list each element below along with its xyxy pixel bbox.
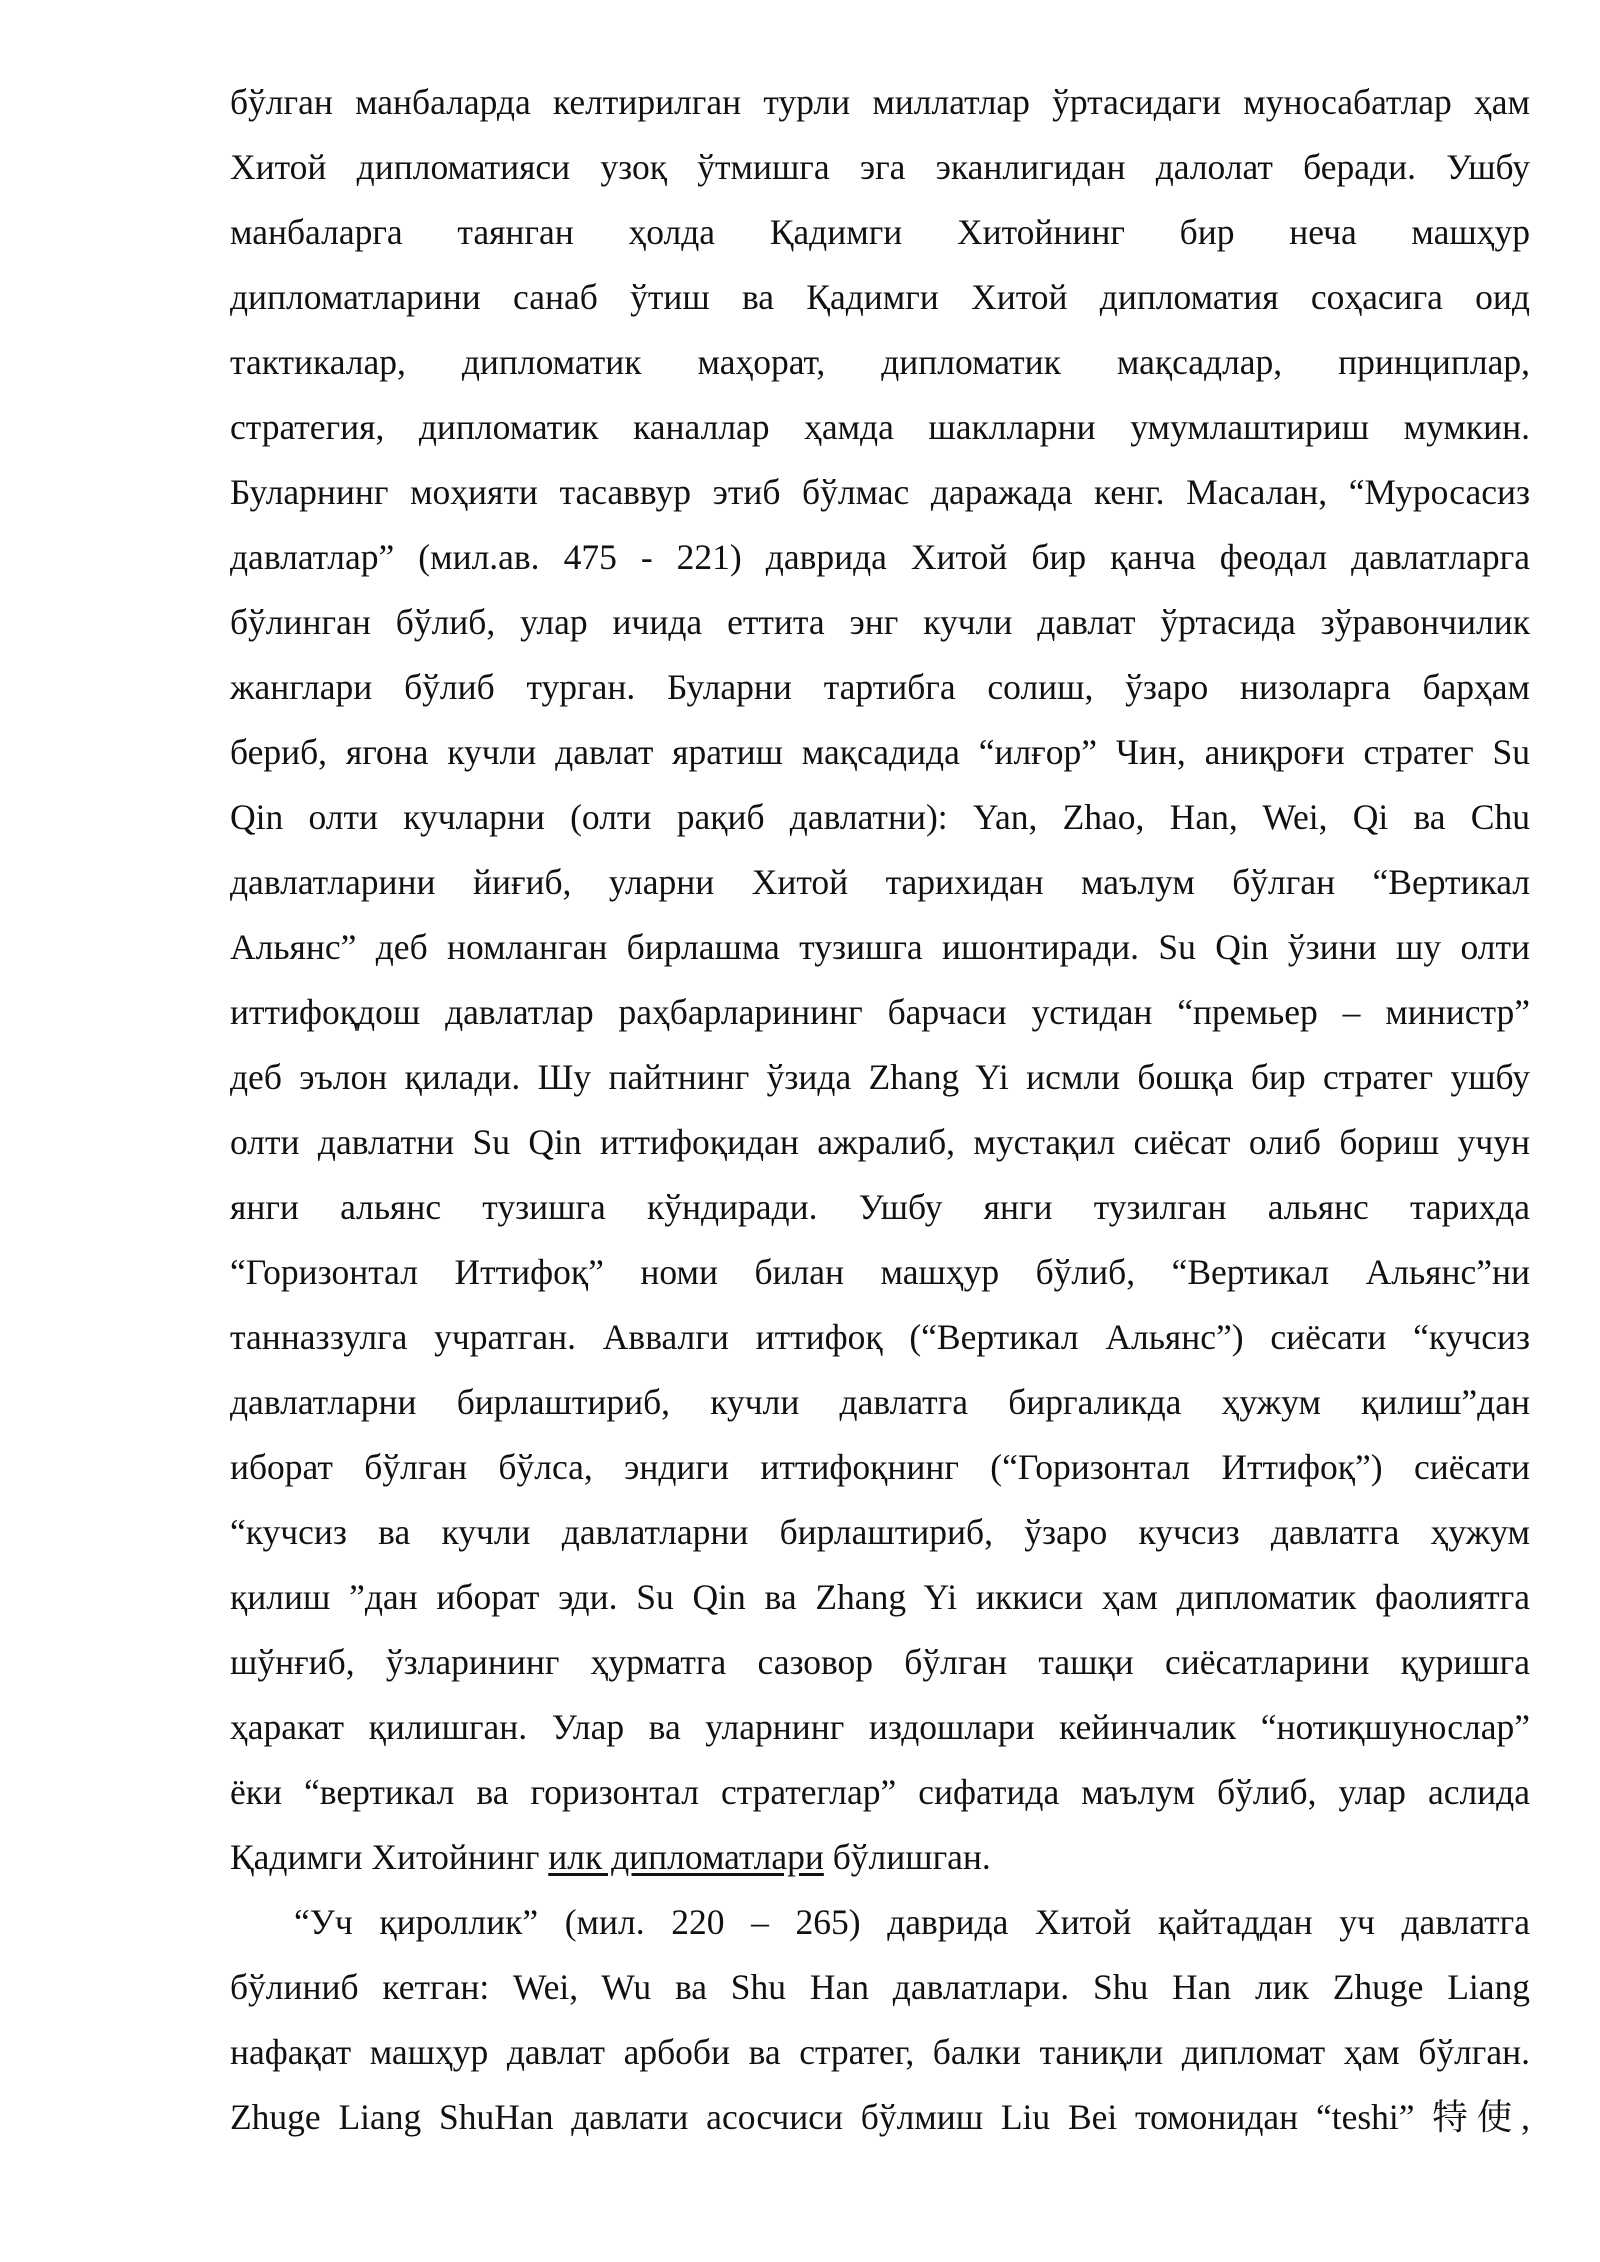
text-line: манбаларга таянган ҳолда Қадимги Хитойнинг бир неча машҳур (230, 212, 1530, 252)
text-line: тактикалар, дипломатик маҳорат, дипломатик мақсадлар, принциплар, (230, 342, 1530, 382)
text-line: давлатларини йиғиб, уларни Хитой тарихидан маълум бўлган “Вертикал (230, 862, 1530, 902)
text-line: янги альянс тузишга кўндиради. Ушбу янги тузилган альянс тарихда (230, 1187, 1530, 1227)
text-line: давлатлар” (мил.ав. 475 - 221) даврида Хитой бир қанча феодал давлатларга (230, 537, 1530, 577)
text-line: деб эълон қилади. Шу пайтнинг ўзида Zhang Yi исмли бошқа бир стратег ушбу (230, 1057, 1530, 1097)
text-line: танназзулга учратган. Аввалги иттифоқ (“Вертикал Альянс”) сиёсати “кучсиз (230, 1317, 1530, 1357)
text-line: бериб, ягона кучли давлат яратиш мақсадида “илғор” Чин, аниқроғи стратег Su (230, 732, 1530, 772)
text-line: жанглари бўлиб турган. Буларни тартибга солиш, ўзаро низоларга барҳам (230, 667, 1530, 707)
text-line: Zhuge Liang ShuHan давлати асосчиси бўлмиш Liu Bei томонидан “teshi” 特使, (230, 2097, 1530, 2137)
text-line: “кучсиз ва кучли давлатларни бирлаштириб, ўзаро кучсиз давлатга ҳужум (230, 1512, 1530, 1552)
text-line: нафақат машҳур давлат арбоби ва стратег, балки таниқли дипломат ҳам бўлган. (230, 2032, 1530, 2072)
text-line: Qin олти кучларни (олти рақиб давлатни): Yan, Zhao, Han, Wei, Qi ва Chu (230, 797, 1530, 837)
text-line: бўлган манбаларда келтирилган турли миллатлар ўртасидаги муносабатлар ҳам (230, 82, 1530, 122)
paragraph-2 (230, 1890, 1530, 2150)
text-line: ҳаракат қилишган. Улар ва уларнинг издошлари кейинчалик “нотиқшунослар” (230, 1707, 1530, 1747)
text-line: бўлинган бўлиб, улар ичида еттита энг кучли давлат ўртасида зўравончилик (230, 602, 1530, 642)
text-line: “Горизонтал Иттифоқ” номи билан машҳур бўлиб, “Вертикал Альянс”ни (230, 1252, 1530, 1292)
text-line: қилиш ”дан иборат эди. Su Qin ва Zhang Yi иккиси ҳам дипломатик фаолиятга (230, 1577, 1530, 1617)
text-segment: Қадимги Хитойнинг (230, 1837, 549, 1877)
paragraph-1 (230, 70, 1530, 1890)
text-line-final (230, 1825, 1530, 1890)
text-line: бўлиниб кетган: Wei, Wu ва Shu Han давлатлари. Shu Han лик Zhuge Liang (230, 1967, 1530, 2007)
text-line: иттифоқдош давлатлар раҳбарларининг барчаси устидан “премьер – министр” (230, 992, 1530, 1032)
underlined-phrase: илк дипломатлари (548, 1837, 824, 1877)
text-line: дипломатларини санаб ўтиш ва Қадимги Хитой дипломатия соҳасига оид (230, 277, 1530, 317)
text-line: Хитой дипломатияси узоқ ўтмишга эга эканлигидан далолат беради. Ушбу (230, 147, 1530, 187)
text-line: ёки “вертикал ва горизонтал стратеглар” сифатида маълум бўлиб, улар аслида (230, 1772, 1530, 1812)
text-line: шўнғиб, ўзларининг ҳурматга сазовор бўлган ташқи сиёсатларини қуришга (230, 1642, 1530, 1682)
text-line: стратегия, дипломатик каналлар ҳамда шаклларни умумлаштириш мумкин. (230, 407, 1530, 447)
text-segment: бўлишган. (823, 1837, 991, 1877)
text-line-indented: “Уч қироллик” (мил. 220 – 265) даврида Хитой қайтаддан уч давлатга (294, 1902, 1530, 1942)
text-line: Буларнинг моҳияти тасаввур этиб бўлмас даражада кенг. Масалан, “Муросасиз (230, 472, 1530, 512)
text-line: олти давлатни Su Qin иттифоқидан ажралиб, мустақил сиёсат олиб бориш учун (230, 1122, 1530, 1162)
text-line: иборат бўлган бўлса, эндиги иттифоқнинг (“Горизонтал Иттифоқ”) сиёсати (230, 1447, 1530, 1487)
document-page (230, 70, 1530, 2150)
text-line: давлатларни бирлаштириб, кучли давлатга биргаликда ҳужум қилиш”дан (230, 1382, 1530, 1422)
text-line: Альянс” деб номланган бирлашма тузишга ишонтиради. Su Qin ўзини шу олти (230, 927, 1530, 967)
